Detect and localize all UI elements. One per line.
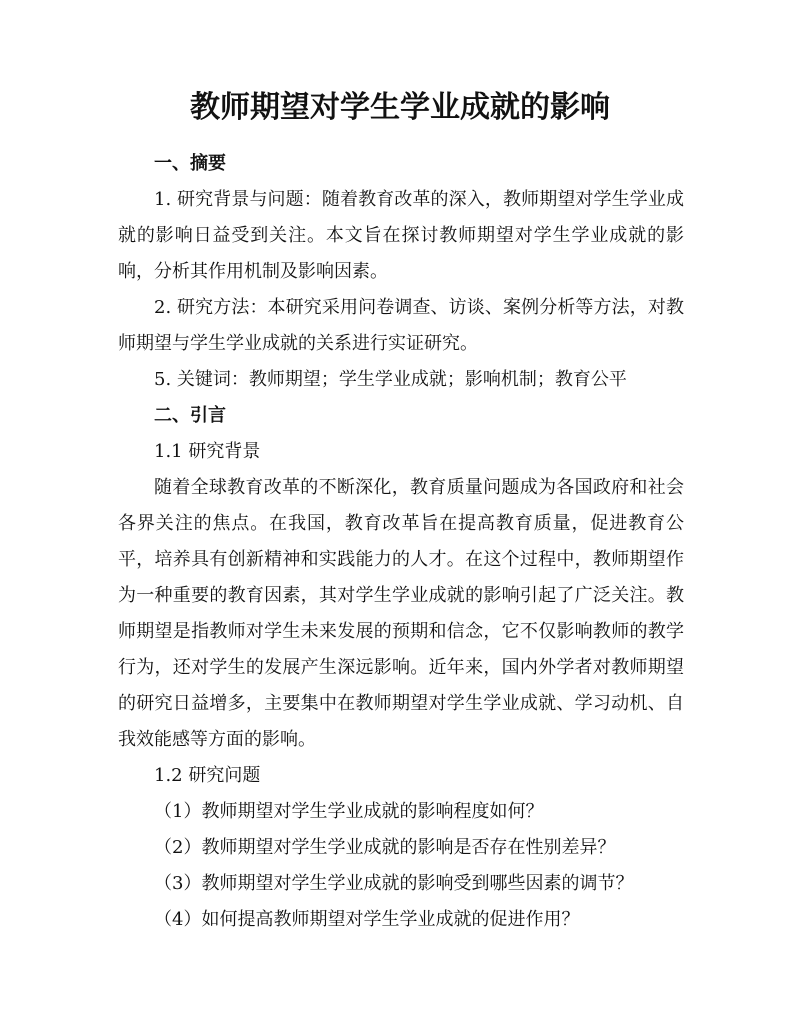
research-question-2: （2）教师期望对学生学业成就的影响是否存在性别差异？ <box>154 837 616 858</box>
abstract-heading: 一、摘要 <box>154 153 226 174</box>
abstract-paragraph-keywords: 5. 关键词：教师期望；学生学业成就；影响机制；教育公平 <box>154 369 627 390</box>
research-question-1: （1）教师期望对学生学业成就的影响程度如何？ <box>154 801 544 822</box>
background-subheading: 1.1 研究背景 <box>154 441 261 462</box>
abstract-paragraph-background: 1. 研究背景与问题：随着教育改革的深入，教师期望对学生学业成就的影响日益受到关注。本文旨在探讨教师期望对学生学业成就的影响，分析其作用机制及影响因素。 <box>118 189 684 282</box>
research-question-3: （3）教师期望对学生学业成就的影响受到哪些因素的调节？ <box>154 873 634 894</box>
introduction-heading: 二、引言 <box>154 405 226 426</box>
research-question-4: （4）如何提高教师期望对学生学业成就的促进作用？ <box>154 909 580 930</box>
background-paragraph: 随着全球教育改革的不断深化，教育质量问题成为各国政府和社会各界关注的焦点。在我国，教育改革旨在提高教育质量，促进教育公平，培养具有创新精神和实践能力的人才。在这个过程中，教师期望作为一种重要的教育因素，其对学生学业成就的影响引起了广泛关注。教师期望是指教师对学生未来发展的预期和信念，它不仅影响教师的教学行为，还对学生的发展产生深远影响。近年来，国内外学者对教师期望的研究日益增多，主要集中在教师期望对学生学业成就、学习动机、自我效能感等方面的影响。 <box>118 477 684 750</box>
document-title: 教师期望对学生学业成就的影响 <box>190 90 610 125</box>
document-body <box>118 146 684 938</box>
questions-subheading: 1.2 研究问题 <box>154 765 261 786</box>
abstract-paragraph-method: 2. 研究方法：本研究采用问卷调查、访谈、案例分析等方法，对教师期望与学生学业成就的关系进行实证研究。 <box>118 297 684 354</box>
